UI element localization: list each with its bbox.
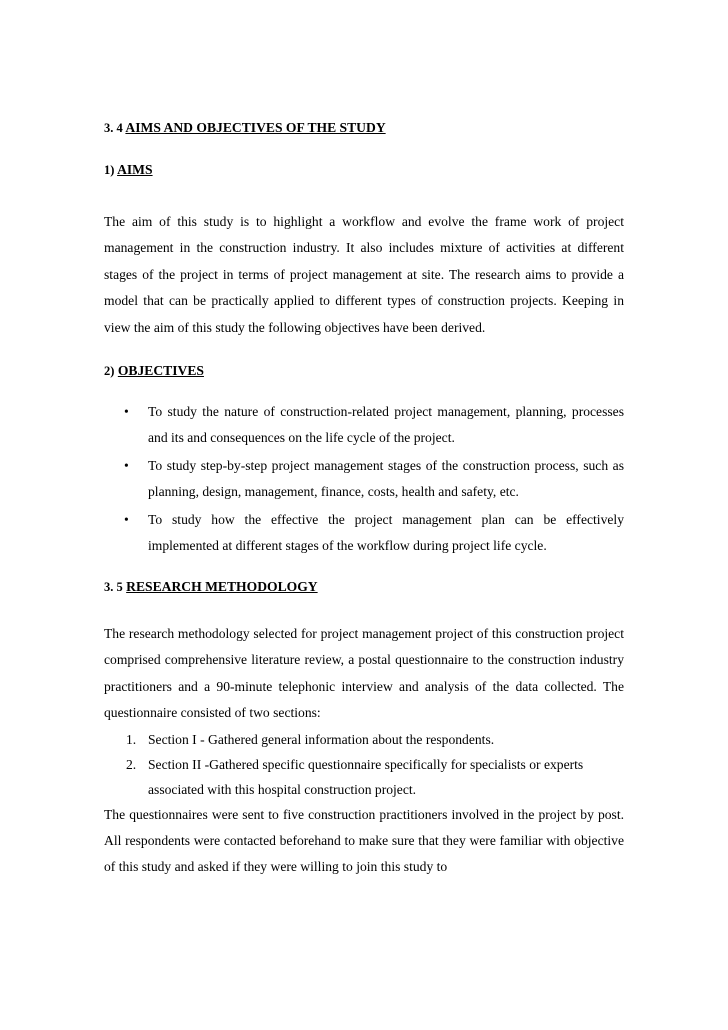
section-title: AIMS AND OBJECTIVES OF THE STUDY	[125, 120, 386, 135]
list-item	[104, 507, 624, 559]
list-item-text: To study the nature of construction-related project management, planning, processes and its and consequences on the life cycle of the project.	[148, 404, 624, 446]
section-3-4-heading	[104, 118, 624, 138]
list-item-text: Section II -Gathered specific questionnaire specifically for specialists or experts associated with this hospital construction project.	[148, 756, 584, 797]
aims-number: 1)	[104, 163, 115, 177]
questionnaire-sections-list	[104, 727, 624, 802]
objectives-title: OBJECTIVES	[117, 363, 204, 379]
list-item-text: Section I - Gathered general information about the respondents.	[148, 731, 495, 747]
methodology-paragraph: The research methodology selected for project management project of this construction project comprised comprehensive literature review, a postal questionnaire to the construction industry practitioners and a 90-minute telephonic interview and analysis of the data collected. The questionnaire consisted of two sections:	[104, 626, 624, 721]
list-item	[104, 399, 624, 451]
aims-title: AIMS	[117, 162, 153, 177]
bullet-icon: •	[124, 512, 129, 528]
questionnaire-paragraph: The questionnaires were sent to five construction practitioners involved in the project by post. All respondents were contacted beforehand to make sure that they were familiar with objective of this study and asked if they were willing to join this study to	[104, 806, 624, 875]
objectives-heading	[104, 361, 624, 381]
list-item	[104, 727, 624, 752]
list-item	[104, 453, 624, 505]
section-number: 3. 5	[104, 580, 123, 595]
section-number: 3. 4	[104, 121, 123, 135]
section-title: RESEARCH METHODOLOGY	[126, 579, 318, 595]
document-page	[104, 118, 624, 881]
list-item-number: 2.	[126, 756, 137, 772]
list-item	[104, 752, 624, 802]
bullet-icon: •	[124, 404, 129, 420]
aims-paragraph: The aim of this study is to highlight a workflow and evolve the frame work of project management in the construction industry. It also includes mixture of activities at different stages of the project in terms of project management at site. The research aims to provide a model that can be practically applied to different types of construction projects. Keeping in view the aim of this study the following objectives have been derived.	[104, 214, 624, 335]
objectives-list	[104, 399, 624, 559]
section-3-5-heading	[104, 577, 624, 597]
list-item-text: To study how the effective the project management plan can be effectively implemented at different stages of the workflow during project life cycle.	[148, 512, 624, 554]
list-item-number: 1.	[126, 731, 137, 747]
list-item-text: To study step-by-step project management stages of the construction process, such as planning, design, management, finance, costs, health and safety, etc.	[148, 458, 624, 500]
bullet-icon: •	[124, 458, 129, 474]
aims-heading	[104, 160, 624, 180]
objectives-number: 2)	[104, 364, 115, 379]
